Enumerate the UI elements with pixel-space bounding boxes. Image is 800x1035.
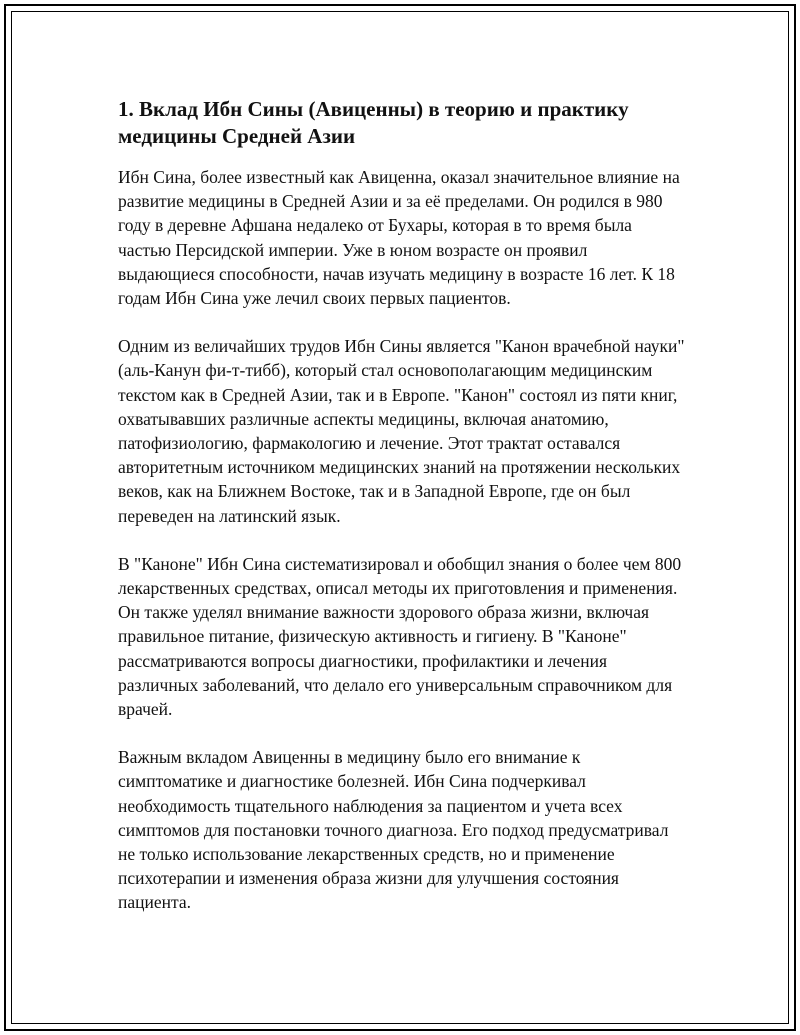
paragraph-1: Ибн Сина, более известный как Авиценна, оказал значительное влияние на развитие медицины в Средней Азии и за её пределами. Он родился в 980 году в деревне Афшана недалеко от Бухары, которая в то время была частью Персидской империи. Уже в юном возрасте он проявил выдающиеся способности, начав изучать медицину в возрасте 16 лет. К 18 годам Ибн Сина уже лечил своих первых пациентов.: [118, 167, 680, 309]
document-body: [118, 96, 688, 939]
section-title: 1. Вклад Ибн Сины (Авиценны) в теорию и практику медицины Средней Азии: [118, 97, 629, 148]
paragraph-4: Важным вкладом Авиценны в медицину было его внимание к симптоматике и диагностике болезней. Ибн Сина подчеркивал необходимость тщательного наблюдения за пациентом и учета всех симптомов для постановки точного диагноза. Его подход предусматривал не только использование лекарственных средств, но и применение психотерапии и изменения образа жизни для улучшения состояния пациента.: [118, 747, 669, 913]
paragraph-3: В "Каноне" Ибн Сина систематизировал и обобщил знания о более чем 800 лекарственных средствах, описал методы их приготовления и применения. Он также уделял внимание важности здорового образа жизни, включая правильное питание, физическую активность и гигиену. В "Каноне" рассматриваются вопросы диагностики, профилактики и лечения различных заболеваний, что делало его универсальным справочником для врачей.: [118, 553, 682, 720]
paragraph-2: Одним из величайших трудов Ибн Сины является "Канон врачебной науки" (аль-Канун фи-т-тибб), который стал основополагающим медицинским текстом как в Средней Азии, так и в Европе. "Канон" состоял из пяти книг, охватывавших различные аспекты медицины, включая анатомию, патофизиологию, фармакологию и лечение. Этот трактат оставался авторитетным источником медицинских знаний на протяжении нескольких веков, как на Ближнем Востоке, так и в Западной Европе, где он был переведен на латинский язык.: [118, 336, 685, 526]
